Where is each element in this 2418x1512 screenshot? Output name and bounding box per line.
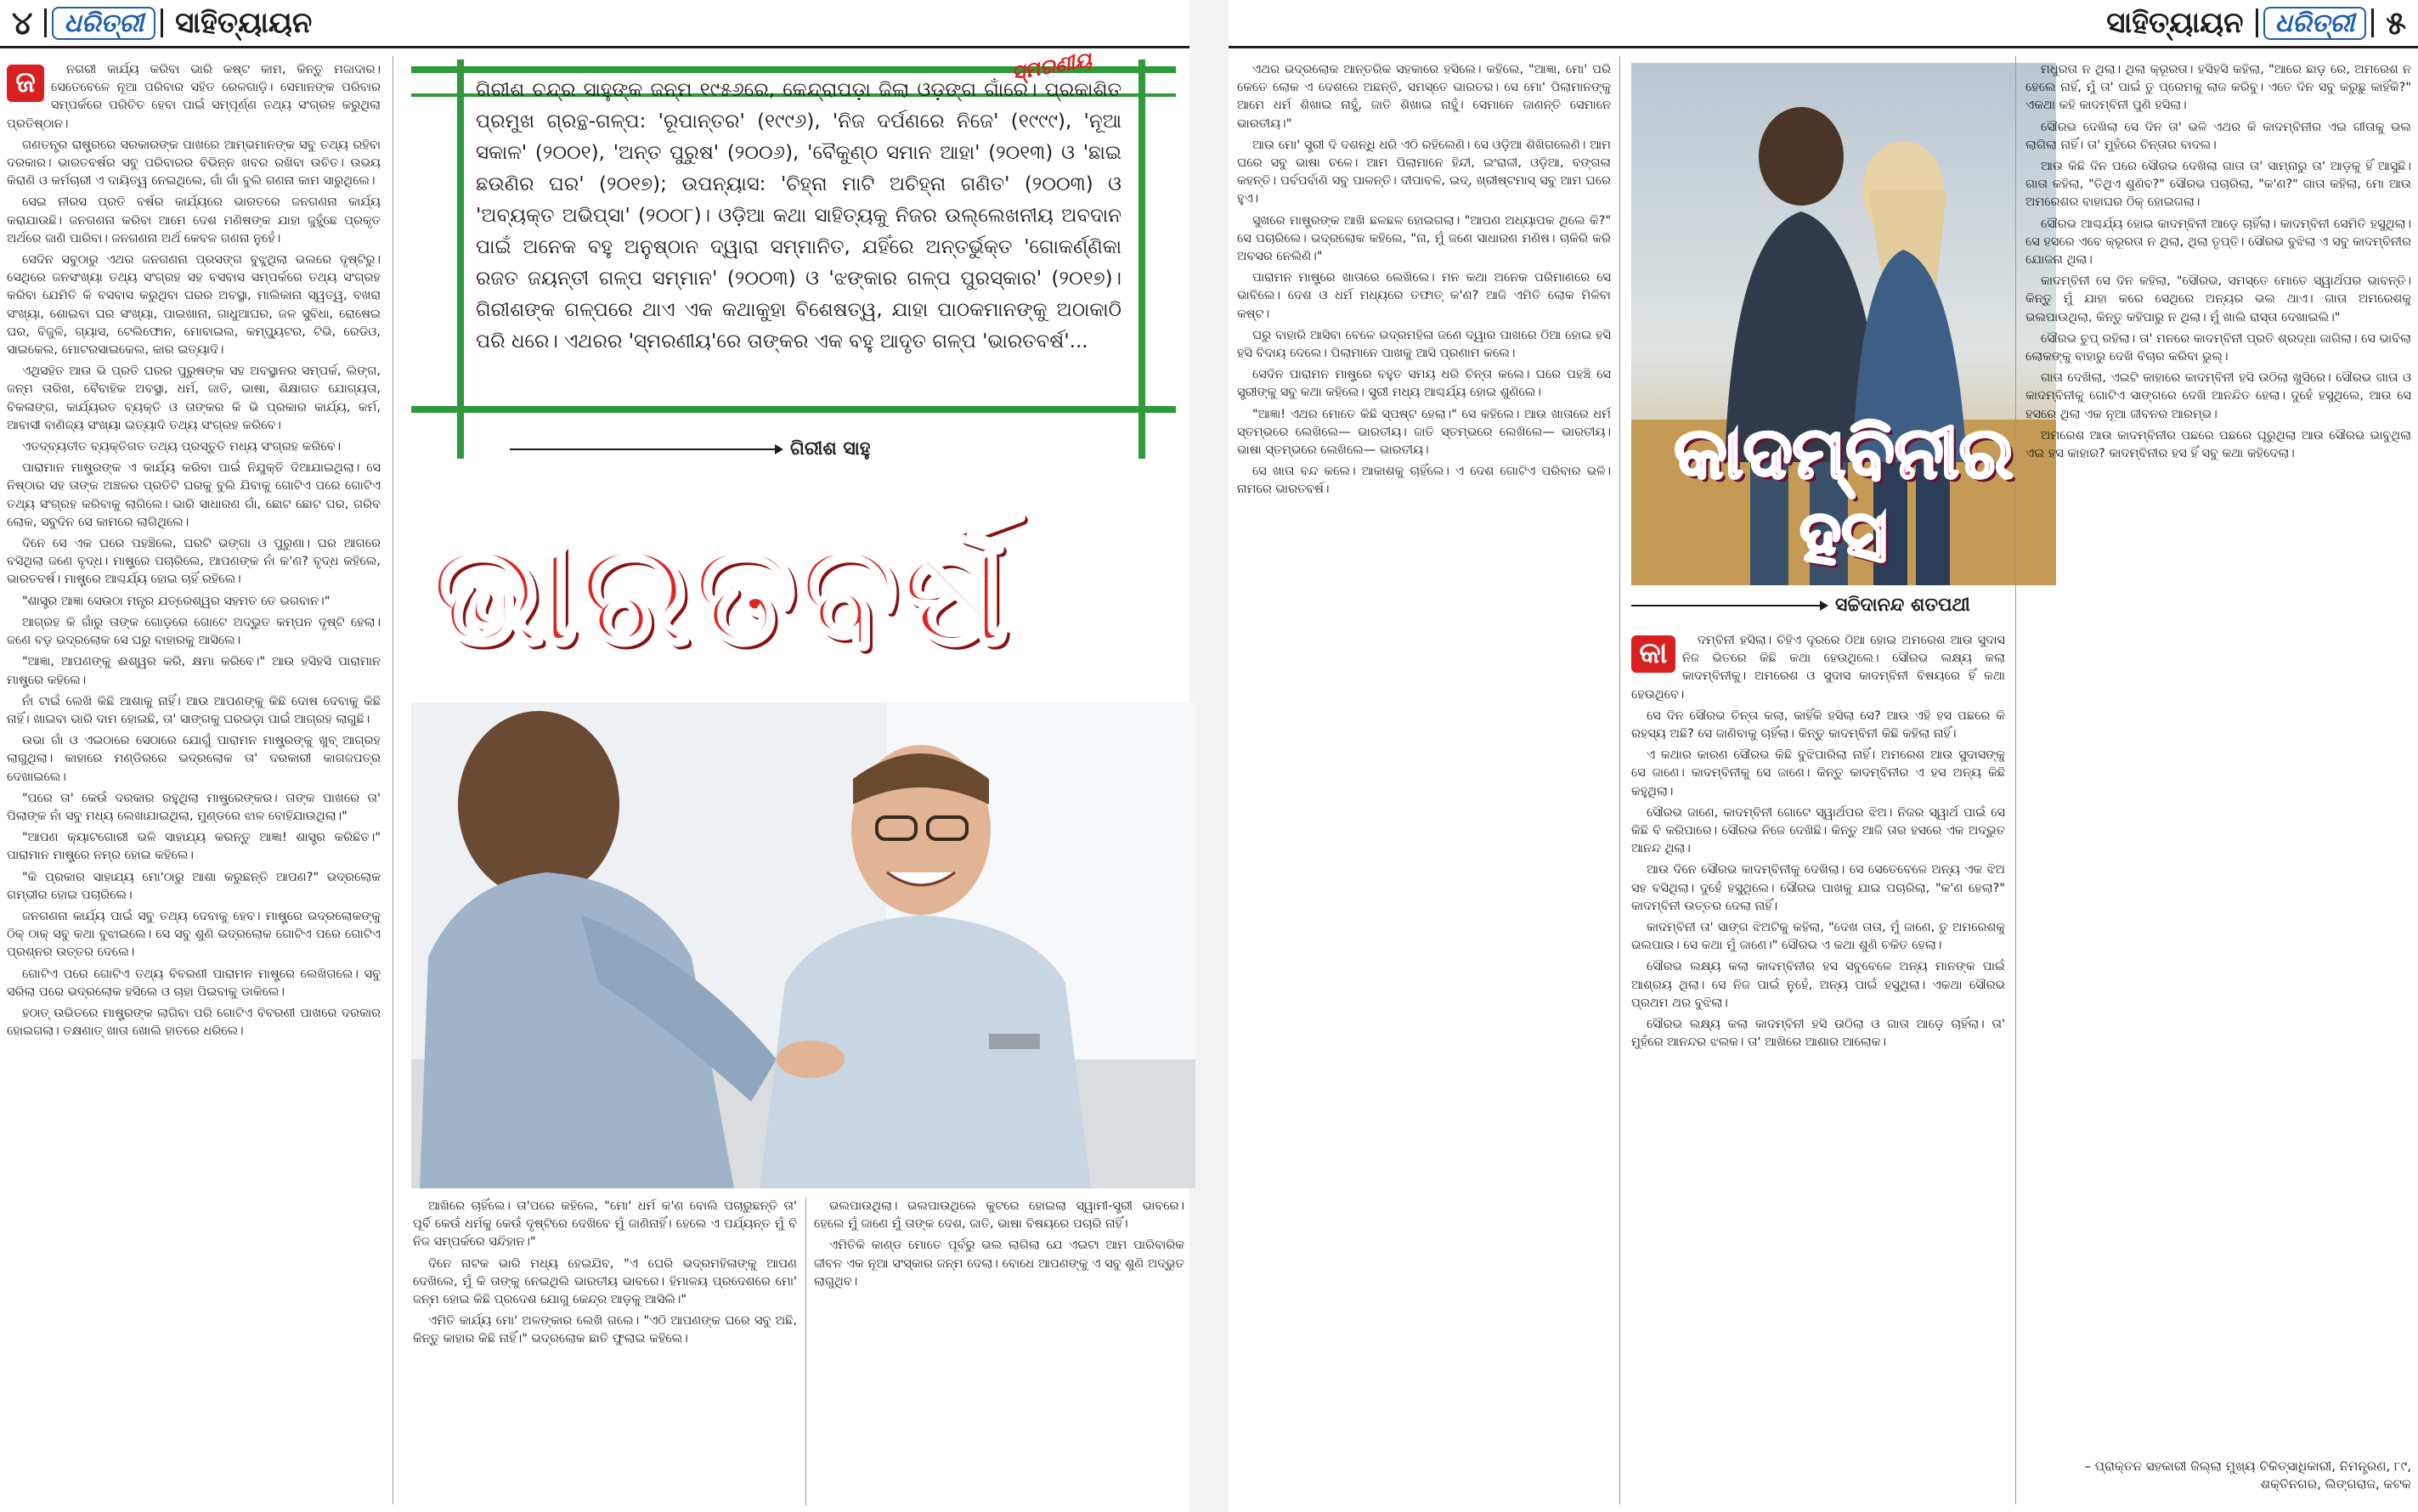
story1-byline bbox=[510, 438, 871, 460]
story2-author: ସଚ୍ଚିଦାନନ୍ଦ ଶତପଥୀ bbox=[1835, 595, 1970, 616]
paragraph: ଏମିତି କାର୍ଯ୍ୟ ମୋ' ଅଳଙ୍କାର ଲେଖି ଗଲେ। "ଏଠି ଆପଣଙ୍କ ଘରେ ସବୁ ଅଛି, କିନ୍ତୁ କାହାର କିଛି ନାହିଁ।" ଭଦ୍ରଲୋକ ଛାତି ଫୁଲାଇ କହିଲେ। bbox=[413, 1314, 797, 1346]
paragraph: ଗଣତନ୍ତ୍ର ରାଷ୍ଟ୍ରରେ ସରକାରଙ୍କ ପାଖରେ ଆମ୍ଭମାନଙ୍କ ସବୁ ତଥ୍ୟ ରହିବା ଦରକାର। ଭାରତବର୍ଷର ସବୁ ପରିବାରର ବିଭିନ୍ନ ଖବର ରଖିବା ଉଚିତ। ଉଭୟ କିରାଣି ଓ କର୍ମଚାରୀ ଏ ଦାୟିତ୍ୱ ନେଇଥିଲେ, ଗାଁ ଗାଁ ବୁଲି ଗଣନା କାମ ସାରୁଥିଲେ। bbox=[7, 138, 381, 189]
paragraph: କାଦମ୍ବିନୀ ସେ ଦିନ କହିଲା, "ସୌରଭ, ସମସ୍ତେ ମୋତେ ସ୍ୱାର୍ଥପର ଭାବନ୍ତି। କିନ୍ତୁ ମୁଁ ଯାହା କରେ ସେଥିରେ ଅନ୍ୟର ଭଲ ଥାଏ। ଗାତା ଅମରେଶକୁ ଭଲପାଉଥିଲା, କିନ୍ତୁ କହିପାରୁ ନ ଥିଲା। ମୁଁ ଖାଲି ରାସ୍ତା ଦେଖାଇଲି।" bbox=[2025, 274, 2411, 324]
story1-column-3 bbox=[814, 1198, 1184, 1505]
paragraph: ଗୋଟିଏ ପରେ ଗୋଟିଏ ତଥ୍ୟ ବିବରଣୀ ପାରାମନ ମାଷ୍ଟ୍ରେ ଲେଖିଗଲେ। ସବୁ ସରିଲା ପରେ ଭଦ୍ରଲୋକ ହସିଲେ ଓ ଚାହା ପିଇବାକୁ ଡାକିଲେ। bbox=[7, 967, 381, 999]
paragraph: ଉଭା ଗାଁ ଓ ଏଇଠାରେ ସେଠାରେ ଯୋଗୁଁ ପାରାମନ ମାଷ୍ଟ୍ରଙ୍କୁ ଖୁବ୍ ଆଗ୍ରହ ଲାଗୁଥିଲା। କାହାରେ ମଣ୍ଡିରରେ ଭଦ୍ରଲୋକ ତା' ଦରକାରୀ କାଗଜପତ୍ର ଦେଖାଇଲେ। bbox=[7, 734, 381, 784]
column-rule bbox=[805, 1198, 806, 1505]
paragraph: ପାରାମାନ ମାଷ୍ଟ୍ରଙ୍କ ଏ କାର୍ଯ୍ୟ କରିବା ପାଇଁ ନିଯୁକ୍ତି ଦିଆଯାଇଥିଲା। ସେ ନିଷ୍ଠାର ସହ ତାଙ୍କ ଅଞ୍ଚଳର ପ୍ରତିଟି ଘରକୁ ବୁଲି ଯିବାକୁ ଗୋଟିଏ ପରେ ଗୋଟିଏ ତଥ୍ୟ ସଂଗ୍ରହ କରିବାକୁ ଲାଗିଲେ। ଭାରି ସାଧାରଣ ଗାଁ, ଛୋଟ ଛୋଟ ଘର, ଗରିବ ଲୋକ, ସବୁଦିନ ସେ କାମରେ ଲାଗିଥିଲେ। bbox=[7, 461, 381, 529]
frame-left bbox=[457, 59, 464, 459]
paragraph: ଦିନେ ନାଟକ ଭାରି ମଧ୍ୟ ହେଇଯିବ, "ଏ ଘେରି ଭଦ୍ରମହିଳାଙ୍କୁ ଆପଣ ଦେଖିଲେ, ମୁଁ କି ତାଙ୍କୁ ନେଇଥିଲି ଭାରତୀୟ ଭାବରେ। ହିମାଳୟ ପ୍ରଦେଶରେ ମୋ' ଜନ୍ମ ହୋଇ କିଛି ପ୍ରଦେଶ ଯୋଗୁ କେନ୍ଦ୍ର ଆଡ଼କୁ ଆସିଲି।" bbox=[413, 1256, 797, 1307]
paragraph: ସୌରଭ ଚୁପ୍ ରହିଲା। ତା' ମନରେ କାଦମ୍ବିନୀ ପ୍ରତି ଶ୍ରଦ୍ଧା ଜାଗିଲା। ସେ ଭାବିଲା ଲୋକଙ୍କୁ ବାହାରୁ ଦେଖି ବିଚାର କରିବା ଭୁଲ୍। bbox=[2025, 331, 2411, 364]
story1-column-2 bbox=[413, 1198, 797, 1505]
paragraph: ସୌରଭ ଜାଣେ, କାଦମ୍ବିନୀ ଗୋଟେ ସ୍ୱାର୍ଥପର ଝିଅ। ନିଜର ସ୍ୱାର୍ଥ ପାଇଁ ସେ କିଛି ବି କରିପାରେ। ସୌରଭ ନିଜେ ଦେଖିଛି। କିନ୍ତୁ ଆଜି ତାର ହସରେ ଏକ ଅଦ୍ଭୁତ ଆନନ୍ଦ ଥିଲା। bbox=[1631, 805, 2005, 856]
section-title-left: ସାହିତ୍ୟାୟନ bbox=[175, 6, 313, 40]
column-rule bbox=[1619, 56, 1620, 1504]
arrow-icon bbox=[510, 449, 782, 450]
paragraph: ଆଗ୍ରହ କି ଗାଁରୁ ତାଙ୍କ ଗୋଡ଼ରେ ଗୋଟେ ଅଦ୍ଭୁତ କମ୍ପନ ଦୃଷ୍ଟି ହେଲା। ଜଣେ ବଡ଼ ଭଦ୍ରଲୋକ ସେ ଘରୁ ବାହାରକୁ ଆସିଲେ। bbox=[7, 615, 381, 648]
paragraph: ସୌରଭ ଲକ୍ଷ୍ୟ କଲା କାଦମ୍ବିନୀ ହସି ଉଠିଲା ଓ ଗାତା ଆଡ଼େ ଚାହିଁଲା। ତା' ମୁହଁରେ ଆନନ୍ଦର ଝଲକ। ତା' ଆଖିରେ ଆଶାର ଆଲୋକ। bbox=[1631, 1018, 2005, 1050]
paragraph: ଆଉ ମୋ' ସ୍ତ୍ରୀ ଦି ଦଶନ୍ଧି ଧରି ଏଠି ରହିଲେଣି। ସେ ଓଡ଼ିଆ ଶିଖିଗଲେଣି। ଆମ ଘରେ ସବୁ ଭାଷା ଚଳେ। ଆମ ପିଲାମାନେ ହିନ୍ଦୀ, ଇଂରାଜୀ, ଓଡ଼ିଆ, ବଙ୍ଗଳା କହନ୍ତି। ପର୍ବପର୍ବାଣି ସବୁ ପାଳନ୍ତି। ଦୀପାବଳି, ଇଦ୍, ଖ୍ରୀଷ୍ଟମାସ୍ ସବୁ ଆମ ଘରେ ହୁଏ। bbox=[1237, 138, 1611, 206]
paragraph: ଦିନେ ସେ ଏକ ଘରେ ପହଞ୍ଚିଲେ, ଘରଟି ଭଙ୍ଗା ଓ ପୁରୁଣା। ଘର ଆଗରେ ବସିଥିଲା ଜଣେ ବୃଦ୍ଧ। ମାଷ୍ଟ୍ରେ ପଚାରିଲେ, ଆପଣଙ୍କ ନାଁ କ'ଣ? ବୃଦ୍ଧ କହିଲେ, ଭାରତବର୍ଷ। ମାଷ୍ଟ୍ରେ ଆଶ୍ଚର୍ଯ୍ୟ ହୋଇ ଚାହିଁ ରହିଲେ। bbox=[7, 537, 381, 587]
section-title-right: ସାହିତ୍ୟାୟନ bbox=[2106, 6, 2244, 40]
story2-column-6 bbox=[2025, 61, 2411, 1454]
paragraph: ଅମରେଶ ଆଉ କାଦମ୍ବିନୀର ପଛରେ ପଛରେ ଘୂରୁଥିଲା ଆଉ ସୌରଭ ଭାବୁଥିଲା ଏଇ ହସ କାହାର? କାଦମ୍ବିନୀର ହସ ହିଁ ସବୁ କଥା କହିଦେଲା। bbox=[2025, 428, 2411, 461]
paragraph: ଏଥର ଭଦ୍ରଲୋକ ଆନ୍ତରିକ ସହକାରେ ହସିଲେ। କହିଲେ, "ଆଜ୍ଞା, ମୋ' ପରି କେତେ ଲୋକ ଏ ଦେଶରେ ଅଛନ୍ତି, ସମସ୍ତେ ଭାରତର। ସେ ମୋ' ପିଲାମାନଙ୍କୁ ଆମେ ଧର୍ମ ଶିଖାଇ ନାହୁଁ, ଜାତି ଶିଖାଇ ନାହୁଁ। ସେମାନେ ଜାଣନ୍ତି ସେମାନେ ଭାରତୀୟ।" bbox=[1237, 63, 1611, 131]
header-divider bbox=[44, 8, 47, 37]
paragraph: ଭଲପାଉଥିଲା। ଭଲପାଉଥିଲେ କୁଟରେ ହୋଇଲା ସ୍ୱାମୀ-ସ୍ତ୍ରୀ ଭାବରେ। ହେଲେ ମୁଁ ଜାଣେ ମୁଁ ତାଙ୍କ ଦେଶ, ଜାତି, ଭାଷା ବିଷୟରେ ପଚାରି ନାହିଁ। bbox=[814, 1199, 1184, 1232]
story1-title: ଭାରତବର୍ଷ bbox=[429, 508, 1011, 676]
frame-bottom bbox=[411, 406, 1176, 413]
header-divider bbox=[2256, 8, 2258, 37]
story2-poster-title-line1: କାଦମ୍ବିନୀର bbox=[1674, 411, 2014, 494]
story2-column-5 bbox=[1631, 632, 2005, 1505]
page-number-right: ୫ bbox=[2386, 3, 2406, 42]
paragraph: ସେ ଖାତା ବନ୍ଦ କଲେ। ଆକାଶକୁ ଚାହିଁଲେ। ଏ ଦେଶ ଗୋଟିଏ ପରିବାର ଭଳି। ନାମରେ ଭାରତବର୍ଷ। bbox=[1237, 465, 1611, 497]
paragraph: "ଶାସ୍ତ୍ର ଆଜ୍ଞା ସେଉଠା ମନ୍ତ୍ର ଯତ୍ରେଶ୍ୱର ସହମତ ତେ ଭଗବାନ।" bbox=[22, 594, 330, 608]
paragraph: ଏ କଥାର କାରଣ ସୌରଭ କିଛି ବୁଝିପାରିଲା ନାହିଁ। ଅମରେଶ ଆଉ ସୁଦାସଙ୍କୁ ସେ ଜାଣେ। କାଦମ୍ବିନୀକୁ ସେ ଜାଣେ। କିନ୍ତୁ କାଦମ୍ବିନୀର ଏ ହସ ଅନ୍ୟ କିଛି କହୁଥିଲା। bbox=[1631, 748, 2005, 798]
paragraph: ନାଁ ଟାଇଁ ଲେଖି କିଛି ଆଶାକୁ ନାହିଁ। ଆଉ ଆପଣଙ୍କୁ କିଛି ଦୋଷ ଦେବାକୁ କିଛି ନାହିଁ। ଖାଇବା ଭାରି ଦାମ ହୋଇଛି, ତା' ସାଙ୍ଗକୁ ଘରଭଡ଼ା ପାଇଁ ଆଗ୍ରହ ଲାଗୁଛି। bbox=[7, 694, 381, 726]
paragraph: ଏମିତିକି କାଣ୍ଡ ମୋତେ ପୂର୍ବରୁ ଭଲ ଲାଗିଲା ଯେ ଏଇଟା ଆମ ପାରିବାରିକ ଜୀବନ ଏକ ନୂଆ ସଂସ୍କାର ଜନ୍ମ ଦେଲା। ବୋଧେ ଆପଣଙ୍କୁ ଏ ସବୁ ଶୁଣି ଅଦ୍ଭୁତ ଲାଗୁଥିବ। bbox=[814, 1238, 1184, 1289]
paragraph: "ଆପଣ କ୍ୟାଟଗୋରୀ ଭଳି ସାହାଯ୍ୟ କରନ୍ତୁ ଆଜ୍ଞା! ଶାସ୍ତ୍ର କରିଛିତ।" ପାରାମାନ ମାଷ୍ଟ୍ରେ ନମ୍ର ହୋଇ କହିଲେ। bbox=[7, 831, 381, 863]
paragraph: ନଗରୀ କାର୍ଯ୍ୟ କରିବା ଭାରି କଷ୍ଟ କାମ, କିନ୍ତୁ ମଜାଦାର। ସେତେବେଳେ ନୂଆ ପରିବାର ସହିତ ରେଳଗାଡ଼ି। ସେମାନଙ୍କ ପରିବାର ସମ୍ପର୍କରେ ପରିଚିତ ହେବା ପାଇଁ ସମ୍ପୂର୍ଣ୍ଣ ତଥ୍ୟ ସଂଗ୍ରହ କରୁଥିଲା ପ୍ରତିଷ୍ଠାନ। bbox=[7, 63, 381, 131]
story1-column-4 bbox=[1237, 61, 1611, 1505]
story2-col5-text bbox=[1631, 632, 2005, 1052]
paragraph: ସେଦିନ ସବୁଠାରୁ ଏଥର ଜନଗଣନା ପ୍ରସଙ୍ଗ ବୁଝୁଥିଲା ଭଲରେ ଦୃଷ୍ଟିରୁ। ସେଥିରେ ଜନସଂଖ୍ୟା ତଥ୍ୟ ସଂଗ୍ରହ ସହ ବସବାସ ସମ୍ପର୍କରେ ତଥ୍ୟ ସଂଗ୍ରହ କରିବା ଯେମିତି କି ବସବାସ କରୁଥିବା ଘରର ଅବସ୍ଥା, ମାଲିକାନା ସ୍ୱତ୍ୱ, ବଖରା ସଂଖ୍ୟା, ଶୋଇବା ଘର ସଂଖ୍ୟା, ପାଇଖାନା, ଗାଧୁଆଘର, ଜଳ ସୁବିଧା, ରୋଷେଇ ଘର, ବିଜୁଳି, ଗ୍ୟାସ, ଟେଲିଫୋନ, ମୋବାଇଲ, କମ୍ପ୍ୟୁଟର, ଟିଭି, ରେଡିଓ, ସାଇକେଲ, ମୋଟରସାଇକେଲ, କାର ଇତ୍ୟାଦି। bbox=[7, 253, 381, 358]
paragraph: ଏତଦ୍‌ବ୍ୟତୀତ ବ୍ୟକ୍ତିଗତ ତଥ୍ୟ ପ୍ରସ୍ତୁତି ମଧ୍ୟ ସଂଗ୍ରହ କରିବେ। bbox=[22, 440, 342, 454]
paragraph: ସେଦିନ ପାରାମନ ମାଷ୍ଟ୍ରେ ବହୁତ ସମୟ ଧରି ଚିନ୍ତା କଲେ। ଘରେ ପହଞ୍ଚି ସେ ସ୍ତ୍ରୀଙ୍କୁ ସବୁ କଥା କହିଲେ। ସ୍ତ୍ରୀ ମଧ୍ୟ ଆଶ୍ଚର୍ଯ୍ୟ ହୋଇ ଶୁଣିଲେ। bbox=[1237, 368, 1611, 400]
paragraph: ସୁଖରେ ମାଷ୍ଟ୍ରଙ୍କ ଆଖି ଛଳଛଳ ହୋଇଗଲା। "ଆପଣ ଅଧ୍ୟାପକ ଥିଲେ କି?" ସେ ପଚାରିଲେ। ଭଦ୍ରଲୋକ କହିଲେ, "ନା, ମୁଁ ଜଣେ ସାଧାରଣ ମଣିଷ। ଚାକିରି କରି ଅବସର ନେଲିଣି।" bbox=[1237, 213, 1611, 264]
story1-column-1 bbox=[7, 61, 381, 1505]
story2-poster bbox=[1631, 63, 2056, 585]
paragraph: ଆଖିରେ ଚାହିଁଲେ। ତା'ପରେ କହିଲେ, "ମୋ' ଧର୍ମ କ'ଣ ବୋଲି ପଚାରୁଛନ୍ତି ତା' ପୂର୍ବି କେଉଁ ଧର୍ମକୁ କେଉଁ ଦୃଷ୍ଟିରେ ଦେଖିବେ ମୁଁ ଜାଣିନାହିଁ। ହେଲେ ଏ ପର୍ଯ୍ୟନ୍ତ ମୁଁ ବି ନିଜ ସମ୍ପର୍କରେ ସନ୍ଦିହାନ।" bbox=[413, 1199, 797, 1250]
header-left bbox=[0, 0, 1189, 48]
story2-byline bbox=[1631, 595, 1970, 616]
masthead-logo-left: ଧରିତ୍ରୀ bbox=[52, 7, 155, 40]
paragraph: ସୌରଭ ଦେଖିଲା ସେ ଦିନ ତା' ଭଳି ଏଥର କି କାଦମ୍ବିନୀର ଏଇ ଗୀତାକୁ ଭଲ ଲାଗିଲା ନାହିଁ। ତା' ମୁହଁରେ ଚିନ୍ତାର ବାଦଲ। bbox=[2025, 120, 2411, 152]
story2-poster-title-line2: ହସ bbox=[1799, 494, 1888, 578]
paragraph: ଏଥିସହିତ ଆଉ ଭି ପ୍ରତି ଘରର ପୁରୁଷଙ୍କ ସହ ଅବସ୍ଥାନର ସମ୍ପର୍କ, ଲିଙ୍ଗ, ଜନ୍ମ ତାରିଖ, ବୈବାହିକ ଅବସ୍ଥା, ଧର୍ମ, ଜାତି, ଭାଷା, ଶିକ୍ଷାଗତ ଯୋଗ୍ୟତା, ବିକଳାଙ୍ଗ, କାର୍ଯ୍ୟରତ ବ୍ୟକ୍ତି ଓ ତାଙ୍କର କି ଭି ପ୍ରକାର କାର୍ଯ୍ୟ, କର୍ମ, ଆବାସୀ ବାଣିଜ୍ୟ ସଂଖ୍ୟା ଇତ୍ୟାଦି ତଥ୍ୟ ସଂଗ୍ରହ କରିବେ। bbox=[7, 364, 381, 432]
paragraph: ମଧୁରତା ନ ଥିଲା। ଥିଲା କ୍ରୂରତା। ହସିହସି କହିଲା, "ଆରେ ଛାଡ଼ ରେ, ଅମରେଶ ନ ହେଲେ ନାହିଁ, ମୁଁ ତା' ପାଇଁ ତୁ ପ୍ରେମକୁ ଲାଜ କରିବୁ। ଏତେ ଦିନ ସବୁ କରୁଛୁ କାହିଁକି?" ଏକଥା କହି କାଦମ୍ବିନୀ ପୁଣି ହସିଲା। bbox=[2025, 63, 2411, 113]
paragraph: ଦମ୍ବିନୀ ହସିଲା। ଚିହିଏ ଦୂରରେ ଠିଆ ହୋଇ ଅମରେଶ ଆଉ ସୁଦାସ ନିଜ ଭିତରେ କିଛି କଥା ହେଉଥିଲେ। ସୌରଭ ଲକ୍ଷ୍ୟ କଲା କାଦମ୍ବିନୀକୁ। ଅମରେଶ ଓ ସୁଦାସ କାଦମ୍ବିନୀ ବିଷୟରେ ହିଁ କଥା ହେଉଥିବେ। bbox=[1631, 634, 2005, 702]
paragraph: "ଆଜ୍ଞା, ଆପଣଙ୍କୁ ଈଶ୍ୱର କରି, କ୍ଷମା କରିବେ।" ଆଉ ହସିହସି ପାରାମାନ ମାଷ୍ଟ୍ରେ କହିଲେ। bbox=[7, 655, 381, 687]
story2-dropcap: କା bbox=[1631, 635, 1675, 673]
arrow-icon bbox=[1631, 605, 1827, 606]
paragraph: ପାରାମନ ମାଷ୍ଟ୍ରେ ଖାତାରେ ଲେଖିଲେ। ମନ କଥା ଅନେକ ପରିମାଣରେ ସେ ଭାବିଲେ। ଦେଶ ଓ ଧର୍ମ ମଧ୍ୟରେ ତଫାତ୍ କ'ଣ? ଆଜି ଏମିତି ଲୋକ ମିଳିବା କଷ୍ଟ। bbox=[1237, 271, 1611, 321]
story1-col1-text bbox=[7, 61, 381, 1041]
column-rule bbox=[2015, 56, 2016, 1504]
paragraph: କାଦମ୍ବିନୀ ତା' ସାଙ୍ଗ ଝିଅଟିକୁ କହିଲା, "ଦେଖ ତାତା, ମୁଁ ଜାଣେ, ତୁ ଅମରେଶକୁ ଭଲପାଉ। ସେ କଥା ମୁଁ ଜାଣେ।" ସୌରଭ ଏ କଥା ଶୁଣି ଚକିତ ହେଲା। bbox=[1631, 921, 2005, 953]
paragraph: ସେ ଦିନ ସୌରଭ ଚିନ୍ତା କଲା, କାହିଁକି ହସିଲା ସେ? ଆଉ ଏହି ହସ ପଛରେ କି ରହସ୍ୟ ଅଛି? ସେ ଜାଣିବାକୁ ଚାହିଁଲା। କିନ୍ତୁ କାଦମ୍ବିନୀ କିଛି କହିଲା ନାହିଁ। bbox=[1631, 708, 2005, 742]
two-people-handshake-icon bbox=[411, 702, 1195, 1188]
header-right bbox=[1229, 0, 2418, 48]
paragraph: ଆଉ କିଛି ଦିନ ପରେ ସୌରଭ ଦେଖିଲା ଗାତା ତା' ସାମ୍ନାରୁ ତା' ଆଡ଼କୁ ହିଁ ଆସୁଛି। ଗାତା କହିଲା, "ତିଥିଏ ଶୁଣିବ?" ସୌରଭ ପଚାରିଲା, "କ'ଣ?" ଗାତା କହିଲା, ମୋ ଆଉ ଅମରେଶର ବାହାଘର ଠିକ୍ ହୋଇଗଲା। bbox=[2025, 160, 2411, 210]
page-number-left: ୪ bbox=[12, 3, 33, 42]
story1-dropcap: ଜ bbox=[7, 65, 44, 102]
paragraph: ହଠାତ୍ ଉଭିତରେ ମାଷ୍ଟ୍ରଙ୍କ ଲାଗିବା ପରି ଗୋଟିଏ ବିବରଣୀ ପାଖରେ ଦରକାର ହୋଇଗଲା। ତକ୍ଷଣାତ୍ ଖାତା ଖୋଲି ହାତରେ ଧରିଲେ। bbox=[7, 1006, 381, 1039]
story1-photo bbox=[411, 702, 1195, 1188]
paragraph: ସୌରଭ ଲକ୍ଷ୍ୟ କଲା କାଦମ୍ବିନୀର ହସ ସବୁବେଳେ ଅନ୍ୟ ମାନଙ୍କ ପାଇଁ ଆଶ୍ରୟ ଥିଲା। ସେ ନିଜ ପାଇଁ ନୁହେଁ, ଅନ୍ୟ ପାଇଁ ହସୁଥିଲା। ଏକଥା ସୌରଭ ପ୍ରଥମ ଥର ବୁଝିଲା। bbox=[1631, 960, 2005, 1010]
paragraph: "ଆଜ୍ଞା! ଏଥର ମୋତେ କିଛି ସ୍ପଷ୍ଟ ହେଲା।" ସେ କହିଲେ। ଆଉ ଖାତାରେ ଧର୍ମ ସ୍ତମ୍ଭରେ ଲେଖିଲେ— ଭାରତୀୟ। ଜାତି ସ୍ତମ୍ଭରେ ଲେଖିଲେ— ଭାରତୀୟ। ଭାଷା ସ୍ତମ୍ଭରେ ଲେଖିଲେ— ଭାରତୀୟ। bbox=[1237, 407, 1611, 458]
story1-tagline: ସ୍ମରଣୀୟ bbox=[1009, 47, 1093, 86]
paragraph: "କି ପ୍ରକାର ସାହାଯ୍ୟ ମୋ'ଠାରୁ ଆଶା କରୁଛନ୍ତି ଆପଣ?" ଭଦ୍ରଲୋକ ଗମ୍ଭୀର ହୋଇ ପଚାରିଲେ। bbox=[7, 870, 381, 902]
paragraph: "ପରେ ତା' କେଉଁ ଦରକାର ରହୁଥିଲା ମାଷ୍ଟ୍ରେଙ୍କର। ତାଙ୍କ ପାଖରେ ତା' ପିଲାଙ୍କ ନାଁ ସବୁ ମଧ୍ୟ ଲେଖାଯାଇଥିଲା, ମୁଣ୍ଡରେ ଝାଳ ବୋହିଯାଉଥିଲା।" bbox=[7, 791, 381, 823]
masthead-logo-right: ଧରିତ୍ରୀ bbox=[2263, 7, 2367, 40]
paragraph: ଘରୁ ବାହାରି ଆସିବା ବେଳେ ଭଦ୍ରମହିଳା ଜଣେ ଦ୍ୱାର ପାଖରେ ଠିଆ ହୋଇ ହସି ହସି ବିଦାୟ ଦେଲେ। ପିଲାମାନେ ପାଖକୁ ଆସି ପ୍ରଣାମ କଲେ। bbox=[1237, 328, 1611, 361]
paragraph: ଗାତା ଦେଖିଲା, ଏଇଟି କାହାରେ କାଦମ୍ବିନୀ ହସି ଉଠିଲା ଖୁସିରେ। ସୌରଭ ଗାତା ଓ କାଦମ୍ବିନୀକୁ ଗୋଟିଏ ସାଙ୍ଗରେ ଦେଖି ଆନନ୍ଦିତ ହେଲା। ଦୁହେଁ ହସୁଥିଲେ, ଆଉ ସେ ହସରେ ଥିଲା ଏକ ନୂଆ ଜୀବନର ଆରମ୍ଭ। bbox=[2025, 371, 2411, 421]
story1-intro: ଗିରୀଶ ଚନ୍ଦ୍ର ସାହୁଙ୍କ ଜନ୍ମ ୧୯୫୬ରେ, କେନ୍ଦ୍ରାପଡ଼ା ଜିଲା ଓଡ଼ଙ୍ଗ ଗାଁରେ। ପ୍ରକାଶିତ ପ୍ରମୁଖ ଗ୍ରନ୍ଥ-ଗଳ୍ପ: 'ରୂପାନ୍ତର' (୧୯୯୬), 'ନିଜ ଦର୍ପଣରେ ନିଜେ' (୧୯୯୯), 'ନୂଆ ସକାଳ' (୨୦୦୧), 'ଅନ୍ତ ପୁରୁଷ' (୨୦୦୬), 'ବୈକୁଣ୍ଠ ସମାନ ଆହା' (୨୦୧୩) ଓ 'ଛାଇ ଛଉଣିର ଘର' (୨୦୧୭); ଉପନ୍ୟାସ: 'ଚିହ୍ନା ମାଟି ଅଚିହ୍ନା ଗଣିତ' (୨୦୦୩) ଓ 'ଅବ୍ୟକ୍ତ ଅଭିପ୍ସା' (୨୦୦୮)। ଓଡ଼ିଆ କଥା ସାହିତ୍ୟକୁ ନିଜର ଉଲ୍ଲେଖନୀୟ ଅବଦାନ ପାଇଁ ଅନେକ ବହୁ ଅନୁଷ୍ଠାନ ଦ୍ୱାରା ସମ୍ମାନିତ, ଯହିଁରେ ଅନ୍ତର୍ଭୁକ୍ତ 'ଗୋକର୍ଣ୍ଣିକା ରଜତ ଜୟନ୍ତୀ ଗଳ୍ପ ସମ୍ମାନ' (୨୦୦୩) ଓ 'ଝଙ୍କାର ଗଳ୍ପ ପୁରସ୍କାର' (୨୦୧୭)। ଗିରୀଶଙ୍କ ଗଳ୍ପରେ ଥାଏ ଏକ କଥାକୁହା ବିଶେଷତ୍ୱ, ଯାହା ପାଠକମାନଙ୍କୁ ଅଠାକାଠି ପରି ଧରେ। ଏଥରର 'ସ୍ମରଣୀୟ'ରେ ତାଙ୍କର ଏକ ବହୁ ଆଦୃତ ଗଳ୍ପ 'ଭାରତବର୍ଷ'... bbox=[476, 79, 1121, 353]
story1-author: ଗିରୀଶ ସାହୁ bbox=[790, 438, 871, 460]
paragraph: ସେଇ ନୀରସ ପ୍ରତି ବର୍ଷର କାର୍ଯ୍ୟରେ ଭାରତରେ ଜନଗଣନା କାର୍ଯ୍ୟ କରାଯାଉଛି। ଜନଗଣନା କରିବା ଆମେ ଦେଶ ମଣିଷଙ୍କ ଯାହା ଜୁହୁଁଛେ ପ୍ରକୃତ ଅର୍ଥରେ ଜାଣି ପାରିବା। ଜନଗଣନା ଅର୍ଥ କେବଳ ଗଣନା ନୁହେଁ। bbox=[7, 195, 381, 245]
paragraph: ସୌରଭ ଆଶ୍ଚର୍ଯ୍ୟ ହୋଇ କାଦମ୍ବିନୀ ଆଡ଼େ ଚାହିଁଲା। କାଦମ୍ବିନୀ ସେମିତି ହସୁଥିଲା। ସେ ହସରେ ଏବେ କ୍ରୂରତା ନ ଥିଲା, ଥିଲା ତୃପ୍ତି। ସୌରଭ ବୁଝିଲା ଏ ସବୁ କାଦମ୍ବିନୀର ଯୋଜନା ଥିଲା। bbox=[2025, 217, 2411, 268]
story2-footer-note: – ପ୍ରାକ୍ତନ ସହକାରୀ ଜିଲ୍ଲା ମୁଖ୍ୟ ଚିକିତ୍ସାଧିକାରୀ, ନିମନ୍ତ୍ରଣ, ୮୯, ଶକ୍ତିନଗର, ଲିଙ୍ଗରାଜ, କଟକ bbox=[2084, 1458, 2411, 1492]
paragraph: ଜନଗଣନା କାର୍ଯ୍ୟ ପାଇଁ ସବୁ ତଥ୍ୟ ଦେବାକୁ ହେବ। ମାଷ୍ଟ୍ରେ ଭଦ୍ରଲୋକଙ୍କୁ ଠିକ୍ ଠାକ୍ ସବୁ କଥା ବୁଝାଇଲେ। ସେ ସବୁ ଶୁଣି ଭଦ୍ରଲୋକ ଗୋଟିଏ ପରେ ଗୋଟିଏ ପ୍ରଶ୍ନର ଉତ୍ତର ଦେଲେ। bbox=[7, 909, 381, 960]
paragraph: ଆଉ ଦିନେ ସୌରଭ କାଦମ୍ବିନୀକୁ ଦେଖିଲା। ସେ ସେତେବେଳେ ଅନ୍ୟ ଏକ ଝିଅ ସହ ବସିଥିଲା। ଦୁହେଁ ହସୁଥିଲେ। ସୌରଭ ପାଖକୁ ଯାଇ ପଚାରିଲା, "କ'ଣ ହେଲା?" କାଦମ୍ବିନୀ ଉତ୍ତର ଦେଲା ନାହିଁ। bbox=[1631, 863, 2005, 913]
frame-right bbox=[1138, 59, 1145, 459]
